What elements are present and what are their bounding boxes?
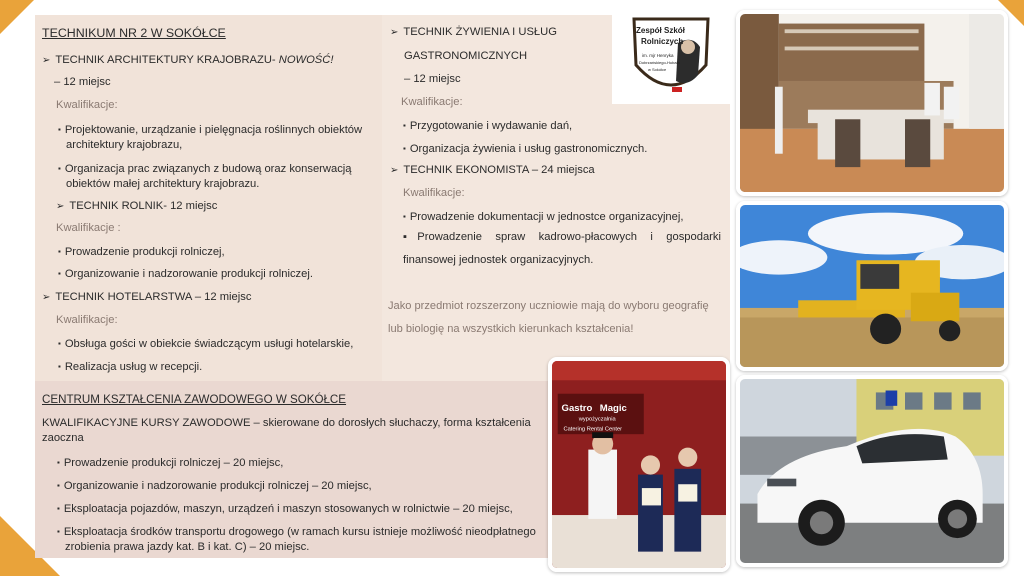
program-economist: ➢ TECHNIK EKONOMISTA – 24 miejsca [390,164,595,176]
square-bullet-icon: ▪ [58,125,61,134]
arrow-bullet-icon: ➢ [42,55,51,66]
arrow-bullet-icon: ➢ [42,292,51,303]
qualification-item: ▪ Projektowanie, urządzanie i pielęgnacja roślinnych obiektów architektury krajobrazu, [58,124,363,151]
square-bullet-icon: ▪ [58,164,61,173]
square-bullet-icon: ▪ [57,481,60,490]
square-bullet-icon: ▪ [57,527,60,536]
banner-magic: Magic [599,403,627,415]
school-title: TECHNIKUM NR 2 W SOKÓŁCE [42,26,226,40]
qualification-item: ▪ Organizowanie i nadzorowanie produkcji rolniczej. [58,268,313,280]
qualification-item: ▪ Realizacja usług w recepcji. [58,361,203,373]
qualifications-label: Kwalifikacje : [56,222,121,234]
square-bullet-icon: ▪ [57,504,60,513]
square-bullet-icon: ▪ [403,212,406,221]
square-bullet-icon: ▪ [403,121,406,130]
qualifications-label: Kwalifikacje: [403,187,465,199]
square-bullet-icon: ▪ [57,458,60,467]
program-hospitality: ➢ TECHNIK HOTELARSTWA – 12 miejsc [42,291,252,303]
program-gastronomy: ➢ TECHNIK ŻYWIENIA I USŁUG [390,26,557,38]
corner-accent-top-left [0,0,34,34]
qualification-item: ▪ Przygotowanie i wydawanie dań, [403,120,573,132]
qualification-item: ▪Prowadzenie spraw kadrowo-płacowych i gospodarki [403,231,721,243]
banner-line2: wypożyczalnia [578,416,616,423]
logo-text-line4: Dobrzańskiego-Hubala [639,60,680,65]
banner-line1: Gastro [561,403,593,415]
qualification-item: ▪ Obsługa gości w obiekcie świadczącym usługi hotelarskie, [58,338,354,350]
program-seats: – 12 miejsc [404,73,461,85]
courses-intro: KWALIFIKACYJNE KURSY ZAWODOWE – skierowane do dorosłych słuchaczy, forma kształcenia zaoczna [42,417,531,444]
course-item: ▪ Prowadzenie produkcji rolniczej – 20 miejsc, [57,457,284,469]
course-item: ▪ Eksploatacja środków transportu drogowego (w ramach kursu istnieje możliwość nieodpłatnego zrobienia prawa jazdy kat. B i kat. C) – 20 miejsc. [57,526,536,553]
logo-text-line5: w Sokółce [648,67,667,72]
photo-gastronomy-students [548,357,730,572]
arrow-bullet-icon: ➢ [390,165,399,176]
logo-text-line2: Rolniczych [641,37,684,46]
ckz-panel [35,381,549,558]
square-bullet-icon: ▪ [58,362,61,371]
qualifications-label: Kwalifikacje: [56,99,118,111]
square-bullet-icon: ▪ [58,247,61,256]
program-farmer: ➢ TECHNIK ROLNIK- 12 miejsc [56,200,218,212]
ckz-title: CENTRUM KSZTAŁCENIA ZAWODOWEGO W SOKÓŁCE [42,393,347,406]
school-logo [612,13,730,104]
course-item: ▪ Organizowanie i nadzorowanie produkcji rolniczej – 20 miejsc, [57,480,372,492]
qualifications-label: Kwalifikacje: [401,96,463,108]
program-seats: – 12 miejsc [54,76,111,88]
photo-combine-harvester [736,201,1008,371]
photo-driving-school-car [736,375,1008,567]
square-bullet-icon: ▪ [403,144,406,153]
logo-text-line1: Zespół Szkół [636,26,685,35]
logo-text-line3: im. mjr Henryka [642,53,674,58]
qualification-item: ▪ Prowadzenie produkcji rolniczej, [58,246,225,258]
program-landscape-architecture: ➢ TECHNIK ARCHITEKTURY KRAJOBRAZU- NOWOŚĆ! [42,54,334,66]
qualifications-label: Kwalifikacje: [56,314,118,326]
technikum-panel-left [35,15,382,381]
qualification-item: ▪ Prowadzenie dokumentacji w jednostce organizacyjnej, [403,211,684,223]
arrow-bullet-icon: ➢ [56,201,65,212]
qualification-item: ▪ Organizacja żywienia i usług gastronomicznych. [403,143,648,155]
arrow-bullet-icon: ➢ [390,27,399,38]
program-gastronomy-cont: GASTRONOMICZNYCH [404,50,528,62]
square-bullet-icon: ▪ [58,269,61,278]
new-badge: NOWOŚĆ! [278,54,334,66]
course-item: ▪ Eksploatacja pojazdów, maszyn, urządzeń i maszyn stosowanych w rolnictwie – 20 miejsc, [57,503,513,515]
qualification-item-cont: finansowej jednostek organizacyjnych. [403,254,594,266]
qualification-item: ▪ Organizacja prac związanych z budową oraz konserwacją obiektów małej architektury krajobrazu. [58,163,352,190]
square-bullet-icon: ▪ [58,339,61,348]
extended-subject-note: Jako przedmiot rozszerzony uczniowie mają do wyboru geografię lub biologię na wszystkich kierunkach kształcenia! [388,300,709,335]
photo-restaurant-interior [736,10,1008,196]
banner-line3: Catering Rental Center [563,426,623,433]
